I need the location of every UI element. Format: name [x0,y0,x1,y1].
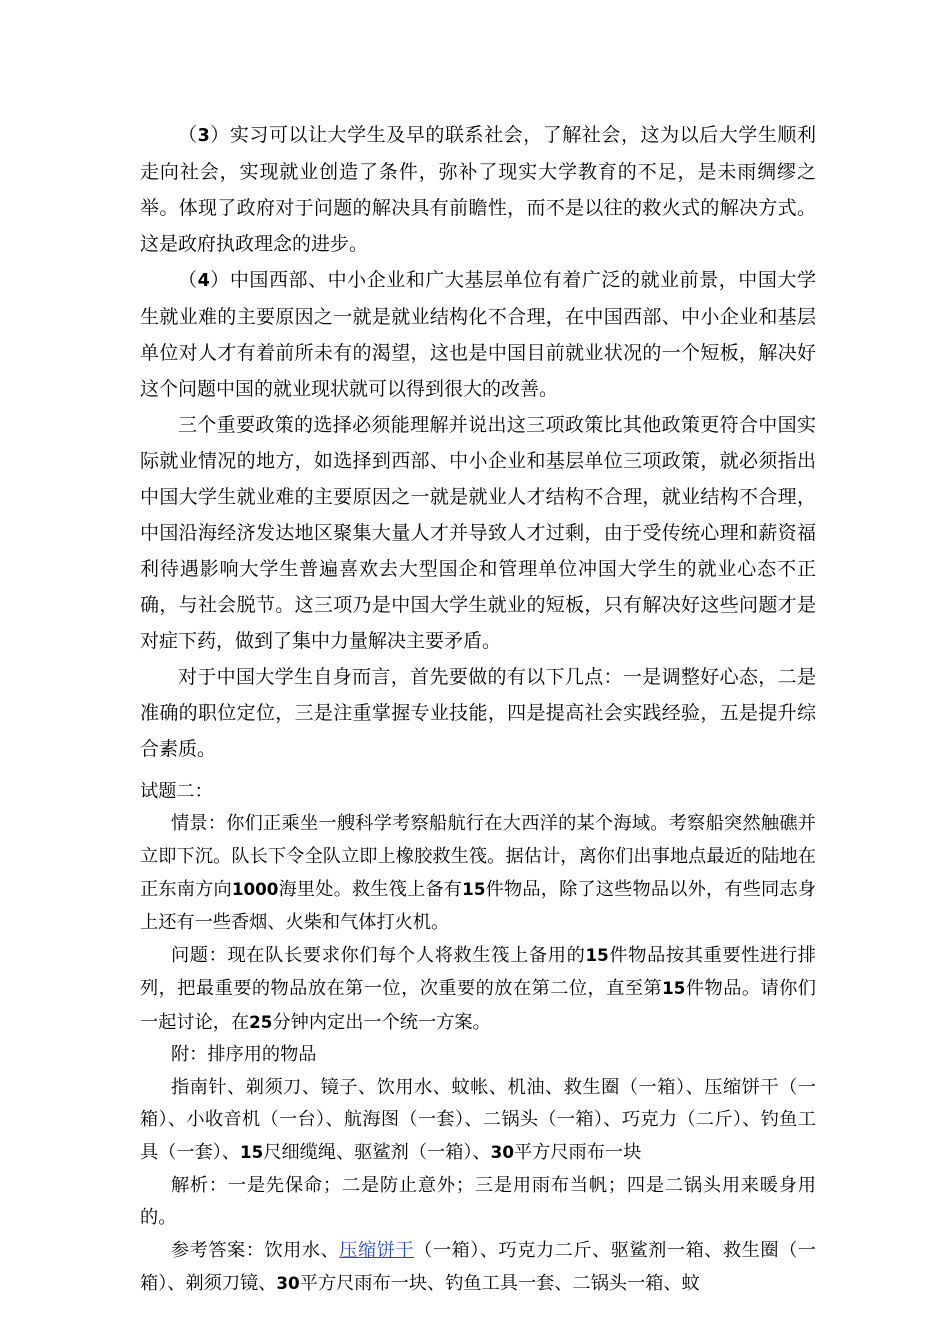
items-list: 指南针、剃须刀、镜子、饮用水、蚊帐、机油、救生圈（一箱）、压缩饼干（一箱）、小收音机（一台）、航海图（一套）、二锅头（一箱）、巧克力（二斤）、钓鱼工具（一套）、15尺细缆绳、驱鲨剂（一箱）、30平方尺雨布一块 [140,1076,816,1164]
scenario-paragraph: 情景：你们正乘坐一艘科学考察船航行在大西洋的某个海域。考察船突然触礁并立即下沉。队长下令全队立即上橡胶救生筏。据估计，离你们出事地点最近的陆地在正东南方向1000海里处。救生筏上备有15件物品，除了这些物品以外，有些同志身上还有一些香烟、火柴和气体打火机。 [140,813,816,933]
paragraph-policy-choice: 三个重要政策的选择必须能理解并说出这三项政策比其他政策更符合中国实际就业情况的地方，如选择到西部、中小企业和基层单位三项政策，就必须指出中国大学生就业难的主要原因之一就是就业人才结构不合理，就业结构不合理，中国沿海经济发达地区聚集大量人才并导致人才过剩，由于受传统心理和薪资福利待遇影响大学生普遍喜欢去大型国企和管理单位冲国大学生的就业心态不正确，与社会脱节。这三项乃是中国大学生就业的短板，只有解决好这些问题才是对症下药，做到了集中力量解决主要矛盾。 [140,414,816,652]
paragraph-student-advice: 对于中国大学生自身而言，首先要做的有以下几点：一是调整好心态，二是准确的职位定位，三是注重掌握专业技能，四是提高社会实践经验，五是提升综合素质。 [140,666,816,760]
compressed-biscuit-link[interactable]: 压缩饼干 [339,1239,415,1261]
point-number: 4 [197,271,210,291]
paragraph-point-3: （3）实习可以让大学生及早的联系社会，了解社会，这为以后大学生顺利走向社会，实现就业创造了条件，弥补了现实大学教育的不足，是未雨绸缪之举。体现了政府对于问题的解决具有前瞻性，而不是以往的救火式的解决方式。这是政府执政理念的进步。 [140,124,816,255]
section-policy-analysis [140,117,816,767]
reference-answer: 参考答案：饮用水、压缩饼干（一箱）、巧克力二斤、驱鲨剂一箱、救生圈（一箱）、剃须刀镜、30平方尺雨布一块、钓鱼工具一套、二锅头一箱、蚊 [140,1239,816,1295]
appendix-heading: 附：排序用的物品 [170,1044,317,1066]
question-paragraph: 问题：现在队长要求你们每个人将救生筏上备用的15件物品按其重要性进行排列，把最重要的物品放在第一位，次重要的放在第二位，直至第15件物品。请你们一起讨论，在25分钟内定出一个统一方案。 [140,945,816,1033]
section-question-two [140,776,816,1301]
section-heading: 试题二： [140,781,213,802]
analysis-paragraph: 解析：一是先保命；二是防止意外；三是用雨布当帆；四是二锅头用来暖身用的。 [140,1174,816,1229]
point-number: 3 [197,126,210,146]
paragraph-point-4: （4）中国西部、中小企业和广大基层单位有着广泛的就业前景，中国大学生就业难的主要原因之一就是就业结构化不合理，在中国西部、中小企业和基层单位对人才有着前所未有的渴望，这也是中国目前就业状况的一个短板，解决好这个问题中国的就业现状就可以得到很大的改善。 [140,269,816,400]
paragraph-text: 中国西部、中小企业和广大基层单位有着广泛的就业前景，中国大学生就业难的主要原因之一就是就业结构化不合理，在中国西部、中小企业和基层单位对人才有着前所未有的渴望，这也是中国目前就业状况的一个短板，解决好这个问题中国的就业现状就可以得到很大的改善。 [140,269,816,400]
paragraph-text: 实习可以让大学生及早的联系社会，了解社会，这为以后大学生顺利走向社会，实现就业创造了条件，弥补了现实大学教育的不足，是未雨绸缪之举。体现了政府对于问题的解决具有前瞻性，而不是以往的救火式的解决方式。这是政府执政理念的进步。 [140,124,816,255]
